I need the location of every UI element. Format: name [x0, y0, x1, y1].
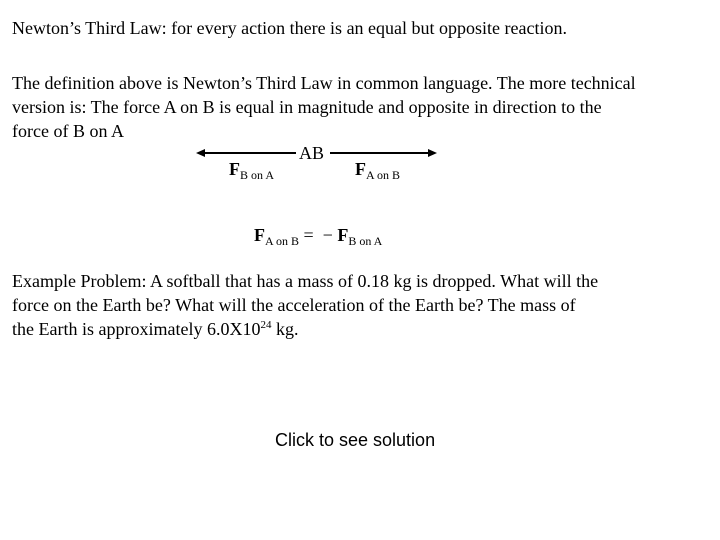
force-a-on-b — [355, 159, 400, 183]
example-line-1: Example Problem: A softball that has a mass of 0.18 kg is dropped. What will the — [12, 271, 599, 291]
exponent: 24 — [260, 319, 272, 331]
force-subscript: A on B — [366, 168, 401, 182]
rhs-subscript: B on A — [348, 234, 383, 248]
example-line-3 — [12, 319, 298, 340]
solution-link[interactable]: Click to see solution — [275, 430, 436, 450]
force-subscript: B on A — [240, 168, 275, 182]
right-arrow-head — [428, 149, 437, 157]
example-line-2: force on the Earth be? What will the acceleration of the Earth be? The mass of — [12, 295, 576, 315]
lhs-symbol: F — [254, 225, 265, 245]
left-arrow-line — [204, 152, 296, 154]
center-label: AB — [299, 143, 325, 163]
force-b-on-a — [229, 159, 274, 183]
right-arrow-line — [330, 152, 428, 154]
third-law-equation — [254, 225, 382, 249]
rhs-symbol: F — [337, 225, 349, 245]
force-symbol: F — [355, 159, 366, 179]
definition-line-1: The definition above is Newton’s Third Law in common language. The more technical — [12, 73, 636, 93]
example-line-3-unit: kg. — [271, 319, 299, 339]
lhs-subscript: A on B — [265, 234, 300, 248]
equation-operator: = − — [299, 225, 338, 245]
definition-line-3: force of B on A — [12, 121, 124, 141]
example-line-3-text: the Earth is approximately 6.0X10 — [12, 319, 261, 339]
law-statement: Newton’s Third Law: for every action there is an equal but opposite reaction. — [12, 18, 567, 38]
force-symbol: F — [229, 159, 240, 179]
definition-line-2: version is: The force A on B is equal in magnitude and opposite in direction to the — [12, 97, 602, 117]
